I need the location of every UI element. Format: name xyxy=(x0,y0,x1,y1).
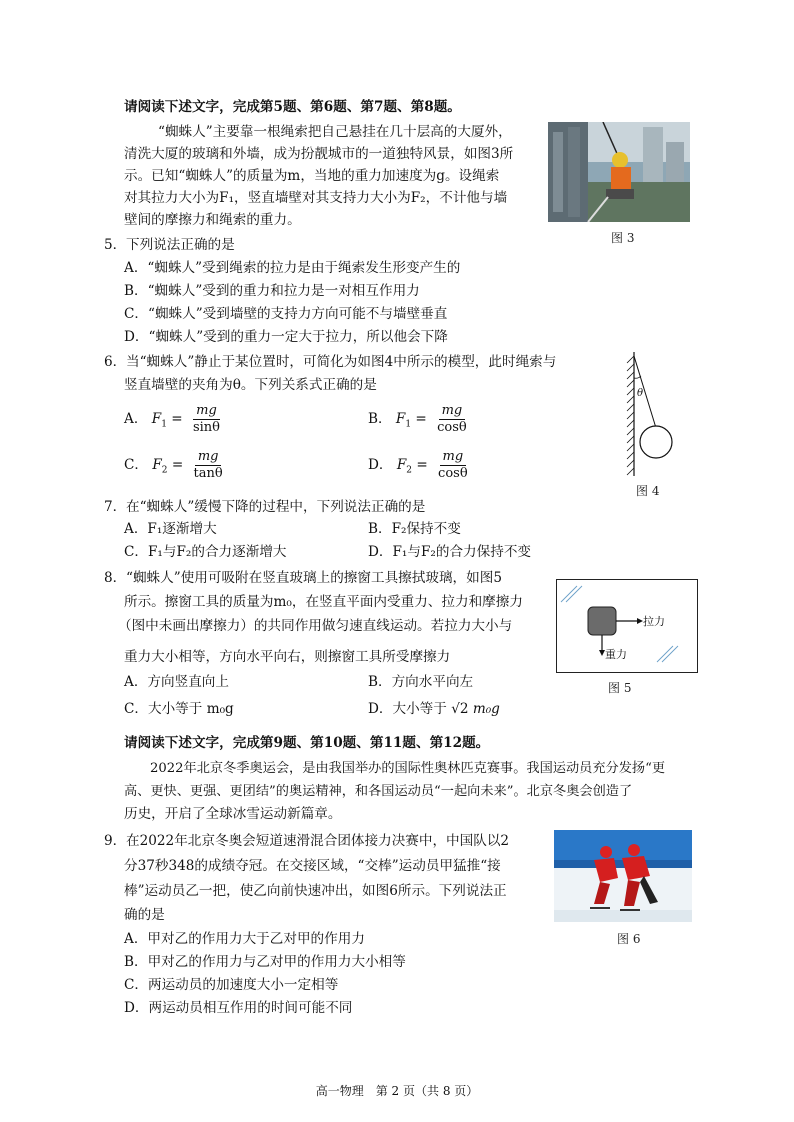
q9-option-c: C．两运动员的加速度大小一定相等 xyxy=(124,977,339,993)
q6-option-c: C． $F_2$ = $\frac{mg}{\tan\theta}$ xyxy=(124,449,226,482)
q8-option-b: B．方向水平向左 xyxy=(368,674,474,690)
figure-4-diagram xyxy=(624,350,684,478)
question-text: 下列说法正确的是 xyxy=(126,237,235,253)
figure-4-caption: 图 4 xyxy=(636,484,660,498)
passage-line: “蜘蛛人”主要靠一根绳索把自己悬挂在几十层高的大厦外， xyxy=(158,124,512,140)
option-text: m₀g xyxy=(468,701,500,717)
numerator: mg xyxy=(439,403,466,420)
question-number: 8． xyxy=(104,570,127,586)
question-9-stem-line: 棒”运动员乙一把，使乙向前快速冲出，如图6所示。下列说法正 xyxy=(124,883,507,899)
denominator: cosθ xyxy=(437,420,467,435)
passage-line: 对其拉力大小为F₁，竖直墙壁对其支持力大小为F₂，不计他与墙 xyxy=(124,190,508,206)
section-instruction-1: 请阅读下述文字，完成第5题、第6题、第7题、第8题。 xyxy=(124,99,461,115)
figure-5-diagram xyxy=(556,579,698,673)
formula-subscript: 1 xyxy=(405,419,412,430)
speed-skating-photo xyxy=(554,830,692,922)
option-text: D．大小等于 xyxy=(368,701,452,717)
question-6-stem xyxy=(104,353,556,372)
q9-option-a: A．甲对乙的作用力大于乙对甲的作用力 xyxy=(124,931,365,947)
theta-label: θ xyxy=(637,388,644,399)
question-number: 5． xyxy=(104,237,127,253)
page-footer: 高一物理 第 2 页（共 8 页） xyxy=(315,1084,479,1098)
question-8-stem xyxy=(104,569,502,588)
q6-option-b: B． $F_1$ = $\frac{mg}{\cos\theta}$ xyxy=(368,403,470,436)
photo-illustration xyxy=(554,830,692,922)
option-label: D． xyxy=(368,457,393,473)
question-8-stem-line: 重力大小相等，方向水平向右，则擦窗工具所受摩擦力 xyxy=(124,649,451,665)
question-9-stem-line: 确的是 xyxy=(124,907,165,923)
passage-line: 2022年北京冬季奥运会，是由我国举办的国际性奥林匹克赛事。我国运动员充分发扬“更 xyxy=(150,761,666,776)
question-number: 9． xyxy=(104,833,127,849)
formula-subscript: 1 xyxy=(161,419,167,430)
photo-illustration xyxy=(548,122,690,222)
q7-option-a: A．F₁逐渐增大 xyxy=(124,521,217,537)
spiderman-photo xyxy=(548,122,690,222)
option-label: A． xyxy=(124,411,148,427)
formula-subscript: 2 xyxy=(161,465,168,476)
q5-option-d: D．“蜘蛛人”受到的重力一定大于拉力，所以他会下降 xyxy=(124,329,448,345)
question-text: 当“蜘蛛人”静止于某位置时，可简化为如图4中所示的模型，此时绳索与 xyxy=(126,354,557,370)
option-label: B． xyxy=(368,411,392,427)
q6-option-a: A． $F_1$ = $\frac{mg}{\sin\theta}$ xyxy=(124,403,223,436)
fraction xyxy=(434,403,470,436)
figure-3-caption: 图 3 xyxy=(611,231,635,245)
question-6-stem-2: 竖直墙壁的夹角为θ。下列关系式正确的是 xyxy=(124,377,377,393)
q6-option-d: D． $F_2$ = $\frac{mg}{\cos\theta}$ xyxy=(368,449,471,482)
q5-option-a: A．“蜘蛛人”受到绳索的拉力是由于绳索发生形变产生的 xyxy=(124,260,461,276)
sqrt-symbol: √2 xyxy=(451,701,469,717)
question-7-stem xyxy=(104,498,425,517)
denominator: sinθ xyxy=(192,420,220,435)
q7-option-b: B．F₂保持不变 xyxy=(368,521,461,537)
question-9-stem-line: 分37秒348的成绩夺冠。在交接区域，“交棒”运动员甲猛推“接 xyxy=(124,858,501,874)
question-number: 6． xyxy=(104,354,127,370)
numerator: mg xyxy=(440,449,467,466)
q8-option-a: A．方向竖直向上 xyxy=(124,674,229,690)
passage-line: 示。已知“蜘蛛人”的质量为m，当地的重力加速度为g。设绳索 xyxy=(124,168,500,184)
numerator: mg xyxy=(193,403,220,420)
question-text: 在2022年北京冬奥会短道速滑混合团体接力决赛中，中国队以2 xyxy=(126,833,510,849)
numerator: mg xyxy=(195,449,222,466)
formula-lhs: F xyxy=(396,457,407,473)
denominator: cosθ xyxy=(438,466,468,481)
question-8-stem-line: （图中未画出摩擦力）的共同作用做匀速直线运动。若拉力大小与 xyxy=(118,618,513,634)
q8-option-d xyxy=(368,700,500,719)
window-cleaner-diagram xyxy=(557,580,697,672)
question-5-stem xyxy=(104,236,235,255)
q5-option-b: B．“蜘蛛人”受到的重力和拉力是一对相互作用力 xyxy=(124,283,420,299)
fraction xyxy=(435,449,471,482)
figure-5-caption: 图 5 xyxy=(608,681,632,695)
wall-rope-ball-diagram xyxy=(624,350,684,478)
fraction xyxy=(190,403,223,436)
gravity-label: 重力 xyxy=(605,648,627,661)
question-number: 7． xyxy=(104,499,127,515)
q9-option-d: D．两运动员相互作用的时间可能不同 xyxy=(124,1000,353,1016)
question-9-stem xyxy=(104,832,509,851)
question-8-stem-line: 所示。擦窗工具的质量为m₀，在竖直平面内受重力、拉力和摩擦力 xyxy=(124,594,523,610)
option-label: C． xyxy=(124,457,148,473)
section-instruction-2: 请阅读下述文字，完成第9题、第10题、第11题、第12题。 xyxy=(124,735,490,751)
passage-line: 历史，开启了全球冰雪运动新篇章。 xyxy=(124,806,342,822)
question-text: “蜘蛛人”使用可吸附在竖直玻璃上的擦窗工具擦拭玻璃，如图5 xyxy=(126,570,502,586)
q7-option-d: D．F₁与F₂的合力保持不变 xyxy=(368,544,532,560)
q9-option-b: B．甲对乙的作用力与乙对甲的作用力大小相等 xyxy=(124,954,406,970)
fraction xyxy=(191,449,226,482)
passage-line: 高、更快、更强、更团结”的奥运精神，和各国运动员“一起向未来”。北京冬奥会创造了 xyxy=(124,784,633,799)
q5-option-c: C．“蜘蛛人”受到墙壁的支持力方向可能不与墙壁垂直 xyxy=(124,306,448,322)
formula-lhs: F xyxy=(152,457,162,473)
passage-line: 壁间的摩擦力和绳索的重力。 xyxy=(124,212,301,228)
passage-line: 清洗大厦的玻璃和外墙，成为扮靓城市的一道独特风景，如图3所 xyxy=(124,146,514,162)
formula-lhs: F xyxy=(395,411,406,427)
formula-subscript: 2 xyxy=(406,465,412,476)
q7-option-c: C．F₁与F₂的合力逐渐增大 xyxy=(124,544,287,560)
q8-option-c: C．大小等于 m₀g xyxy=(124,701,234,717)
pull-force-label: 拉力 xyxy=(643,615,665,628)
figure-6-caption: 图 6 xyxy=(617,932,641,946)
formula-lhs: F xyxy=(151,411,162,427)
denominator: tanθ xyxy=(193,466,223,481)
question-text: 在“蜘蛛人”缓慢下降的过程中，下列说法正确的是 xyxy=(126,499,426,515)
